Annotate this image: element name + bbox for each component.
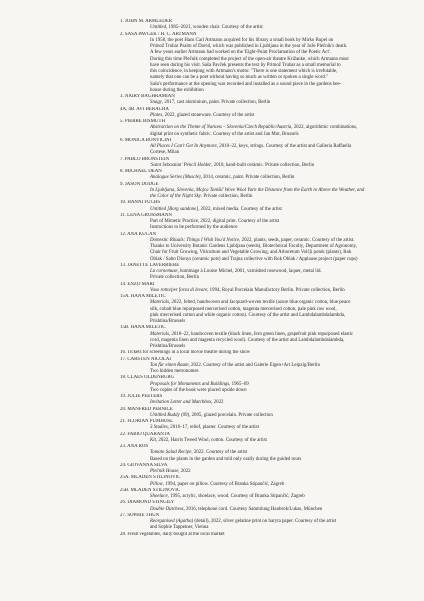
list-entry — [120, 532, 410, 538]
entry-heading: 8. MICHAEL DEAN — [120, 169, 162, 174]
list-entry — [120, 500, 410, 513]
work-details: . Private collection, Berlin — [200, 194, 253, 199]
work-title: Untitled [Borg sandone] — [150, 206, 199, 212]
entry-heading: 22. FABIO QUARANTA — [120, 431, 170, 437]
work-details: , hommage à Louise Michel, 2001, varnished rosewood, laquer, metal lid. — [177, 269, 322, 274]
work-title: Untitled Buddy (09) — [150, 412, 190, 418]
work-title: Ton für einen Raum — [150, 362, 189, 368]
work-details: , 1995, acrylic, shoelace, wood. Courtesy of Branka Stipančić, Zagreb — [167, 494, 305, 499]
entry-heading: 4A, 4B. AVI BERACHA — [120, 106, 169, 112]
work-title: Materials — [150, 331, 170, 337]
entry-heading: 1. JOHN M. ARMLEDER — [120, 19, 173, 24]
entry-heading: 16. Tickets for screenings in a local movie theatre during the show — [120, 350, 251, 356]
work-title: Plečnik House — [150, 469, 179, 474]
list-entry — [120, 375, 410, 394]
work-details: , 2022 — [211, 400, 224, 406]
work-details: Saša's performance at the opening was recorded and installed as a sound piece in the gardens bee- — [150, 81, 342, 87]
work-details: Part of Mimetic Practice, 2022, digital print. Courtesy of the artist — [150, 219, 280, 224]
work-title: Pillow — [150, 481, 163, 487]
work-title: Shoelace — [150, 494, 168, 499]
entry-description — [120, 450, 410, 463]
list-entry — [120, 325, 410, 350]
list-entry — [120, 182, 410, 201]
work-details: Prishtina/Brussels — [150, 319, 186, 324]
entry-heading: 11. LENA GROSSMANN — [120, 212, 172, 218]
entry-heading: 21. FLORIAN PUMHÖSL — [120, 419, 174, 424]
entry-heading: 18. CLAES OLDENBURG — [120, 375, 175, 381]
list-entry — [120, 444, 410, 463]
entry-heading: 12. ANA KUČAN — [120, 231, 157, 237]
work-details: , 2022, plants, seeds, paper, ceramic. Courtesy of the artist. — [239, 237, 355, 243]
work-details: , 2016–17, relief, plaster. Courtesy of the artist — [167, 425, 259, 431]
entry-description — [120, 382, 410, 395]
work-title: Vaso rotto/per forza di levare — [150, 287, 208, 293]
work-title: Untitled — [150, 25, 167, 31]
work-title: Analogue Series (Muscle) — [150, 175, 201, 181]
entry-description — [120, 363, 410, 376]
entry-description — [120, 188, 410, 201]
work-title: Materials — [150, 300, 170, 306]
work-details: cord, magenta linen and magenta recycled wool). Courtesy of the artist and Lambdalambdalambda, — [150, 337, 345, 343]
entry-description — [120, 238, 410, 263]
list-entry — [120, 213, 410, 232]
work-details: , 1994, paper on pillow. Courtesy of Branka Stipančić, Zagreb — [162, 481, 285, 487]
work-details: , 2022, algorithmic combinations, — [291, 125, 358, 131]
list-entry — [120, 463, 410, 476]
list-entry — [120, 138, 410, 157]
work-details: , 2022. Courtesy of the artist and Galerie Eigen+Art Leipzig/Berlin — [188, 362, 320, 368]
work-details: , 2010–22, keys, strings. Courtesy of the artist and Galleria Raffaella — [216, 144, 352, 149]
entry-heading: 5. PIERRE BISMUTH — [120, 119, 165, 124]
work-title: Abstraction on the Theme of Nations – Slovenia/Czech Republic/Austria — [150, 125, 292, 131]
entry-heading: 15A. HANA MILETIĆ — [120, 294, 166, 299]
work-details: (detail), 2022, silver gelatine print on baryta paper. Courtesy of the artist — [193, 519, 337, 524]
entry-heading: 24. GIOVANNA SILVA — [120, 462, 168, 468]
entry-heading: 25A. MLADEN STILINOVIĆ — [120, 475, 181, 481]
work-details: , 2005, glazed porcelain. Private collection — [189, 412, 273, 418]
work-details: , 1994, Royal Porcelain Manufactory Berlin. Private collection, Berlin — [207, 287, 345, 293]
work-details: Based on the plants in the garden and told only orally during the guided tours — [150, 456, 302, 462]
entry-description — [120, 38, 410, 94]
entry-heading: 3. NAIRY BAGHRAMIAN — [120, 94, 175, 99]
work-title: Proposals for Monuments and Buildings — [150, 381, 230, 387]
work-details: , 2017, cast aluminium, paint. Private collection, Berlin — [161, 100, 271, 106]
entry-heading: 19. JULIE PEETERS — [120, 394, 163, 399]
entry-description — [120, 125, 410, 138]
work-title: Reorganised (Agatha) — [150, 519, 194, 524]
work-details: , 2022, mixed media. Courtesy of the artist — [198, 206, 282, 212]
entry-heading: 27. SOPHIE THUN — [120, 512, 160, 518]
work-title: In Ljubljana, Slovenia, Mojca Tomšič Wove Wool Yarn the Distance from the Earth to Above the Weather, and — [150, 187, 365, 193]
work-details: Instructions to be performed by the audience — [150, 225, 238, 231]
work-title: Invitation Letter and Matchbox — [150, 400, 212, 406]
entry-heading: 2. SAŠA PAVČEK / H. C. ARTMANN — [120, 31, 197, 37]
list-entry — [120, 232, 410, 263]
work-details: , 2022, felted, handwoven and Jacquard-woven textile (azure blue organic cotton, blue peace — [169, 300, 351, 306]
entry-heading: 23. ANA ROŠ — [120, 444, 149, 449]
work-title: the Color of the Night Sky — [150, 194, 201, 199]
work-details: Primož Trubar Psalm of David, which was published in Ljubljana in the year of Jože Plečnik's death. — [150, 44, 348, 49]
list-entry — [120, 407, 410, 420]
work-details: digital print on synthetic fabric. Courtesy of the artist and Jan Mot, Brussels — [150, 131, 299, 137]
list-entry — [120, 282, 410, 295]
work-title: 'Saint Sebastian' Pencil Holder — [150, 162, 212, 168]
work-details: , 2014, ceramic, paint. Private collection, Berlin — [200, 175, 295, 181]
work-details: Thanks to University Botanic Gardens Ljubljana (seeds), Biotechnical Faculty, Department of Agronomy, — [150, 244, 357, 249]
work-details: Two hidden metronomes — [150, 369, 199, 374]
work-title: Domestic Rituals: Things I Wish You'd Notice — [150, 237, 240, 243]
entry-heading: 9. JASON DODGE — [120, 181, 159, 187]
work-details: , 2016, telephone cord. Courtesy Sammlung Haubrok/Lukas, München — [183, 506, 323, 512]
entry-heading: 10. HANNI FUCHS — [120, 200, 161, 206]
list-entry — [120, 394, 410, 407]
entry-description — [120, 300, 410, 325]
work-details: , 2022, Harris Tweed Wool, cotton. Courtesy of the artist — [155, 437, 267, 443]
entry-heading: 20. MANFRED PERNICE — [120, 406, 173, 412]
work-details: A few years earlier Artmann had worked on the 'Eight-Point Proclamation of the Poetic Act'. — [150, 50, 331, 56]
work-details: this coincidence, in keeping with Artmann's motto: "There is one statement which is irrefutable, — [150, 69, 338, 74]
list-entry — [120, 263, 410, 282]
list-entry — [120, 475, 410, 488]
entry-heading: 15B. HANA MILETIĆ — [120, 325, 166, 331]
work-details: namely that one can be a poet without having so much as written or spoken a single word." — [150, 75, 329, 81]
entry-heading: 17. CARSTEN NICOLAI — [120, 356, 171, 362]
work-details: silk, cobalt blue repurposed mercerised cotton, magenta mercerised cotton, pale pink raw wool, — [150, 306, 337, 312]
list-entry — [120, 294, 410, 325]
work-details: , 2022. Courtesy of the artist — [191, 450, 248, 456]
work-title: Kit — [150, 437, 156, 443]
work-title: Double Dutchess — [150, 506, 184, 512]
work-details: , 1985–2021, wooden chair. Courtesy of the artist — [166, 25, 263, 31]
entry-heading: 6. MONICA BONVICINI — [120, 137, 172, 143]
work-details: house during the exhibition — [150, 87, 204, 93]
work-details: Prishtina/Brussels — [150, 344, 186, 349]
work-title: La cornemuse — [150, 269, 178, 274]
work-details: , 2022 — [178, 469, 191, 474]
work-title: Plates — [150, 112, 163, 118]
list-entry — [120, 513, 410, 532]
work-details: and Sophie Tappeiner, Vienna — [150, 525, 209, 531]
work-title: All Places I Can't Get In Anymore — [150, 144, 217, 149]
work-details: Oblak / Salto Dionys (ceramic pots) and Trajna collective with Rok Oblak / Applause project (paper cups) — [150, 256, 358, 262]
work-title: Tomato Salad Recipe — [150, 450, 192, 456]
entry-heading: 14. ENZO MARI — [120, 281, 155, 287]
entry-heading: 25B. MLADEN STILINOVIĆ — [120, 487, 181, 493]
list-entry — [120, 94, 410, 107]
work-details: , 1965–69 — [229, 381, 249, 387]
list-entry — [120, 432, 410, 445]
work-details: During this time Plečnik completed the project of the open-air theatre Križanke, which Artmann must — [150, 56, 349, 62]
list-entry — [120, 119, 410, 138]
work-details: Private collection, Berlin — [150, 275, 200, 281]
entry-description — [120, 144, 410, 157]
entry-heading: 7. PABLO BRONSTEIN — [120, 156, 170, 162]
work-details: Two copies of the book were placed upside down — [150, 387, 247, 393]
entry-description — [120, 219, 410, 232]
work-details: In 1958, the poet Hans Carl Artmann acquired for his library a small book by Mirko Rupel on — [150, 37, 334, 43]
work-details: , 2018–22, handwoven textile (black linen, fern green linen, grapefruit pink repurposed elastic — [169, 331, 354, 337]
list-entry — [120, 419, 410, 432]
list-entry — [120, 107, 410, 120]
list-entry — [120, 357, 410, 376]
list-entry — [120, 157, 410, 170]
work-details: Cortese, Milan — [150, 150, 180, 156]
work-details: , 2022, glazed stoneware. Courtesy of the artist — [162, 112, 255, 118]
list-entry — [120, 200, 410, 213]
list-entry — [120, 19, 410, 32]
work-title: 3 Studies — [150, 425, 168, 431]
work-details: Chair for Fruit Growing, Viticulture and Vegetable Growing, and Arboretum Volčji potok (plants), Rok — [150, 250, 352, 256]
entry-description — [120, 332, 410, 351]
entry-description — [120, 269, 410, 282]
list-entry — [120, 32, 410, 95]
list-entry — [120, 169, 410, 182]
work-details: pink mercerised cotton and white organic cotton). Courtesy of the artist and Lambdalambdalambda, — [150, 312, 346, 318]
entry-description — [120, 519, 410, 532]
work-details: have seen during his visit. Saša Pavček presents the text by Primož Trubar as a small memorial to — [150, 62, 341, 68]
entry-heading: 26. DIAMOND STINGILY — [120, 500, 175, 506]
work-details: , 2018, hand-built ceramic. Private collection, Berlin — [211, 162, 315, 168]
entry-heading: 28. Fresh vegetables, daily bought at the local market — [120, 531, 225, 537]
list-entry — [120, 488, 410, 501]
work-title: Snagy — [150, 100, 162, 106]
entry-heading: 13. JANETTE LAVERRIÈRE — [120, 262, 180, 268]
